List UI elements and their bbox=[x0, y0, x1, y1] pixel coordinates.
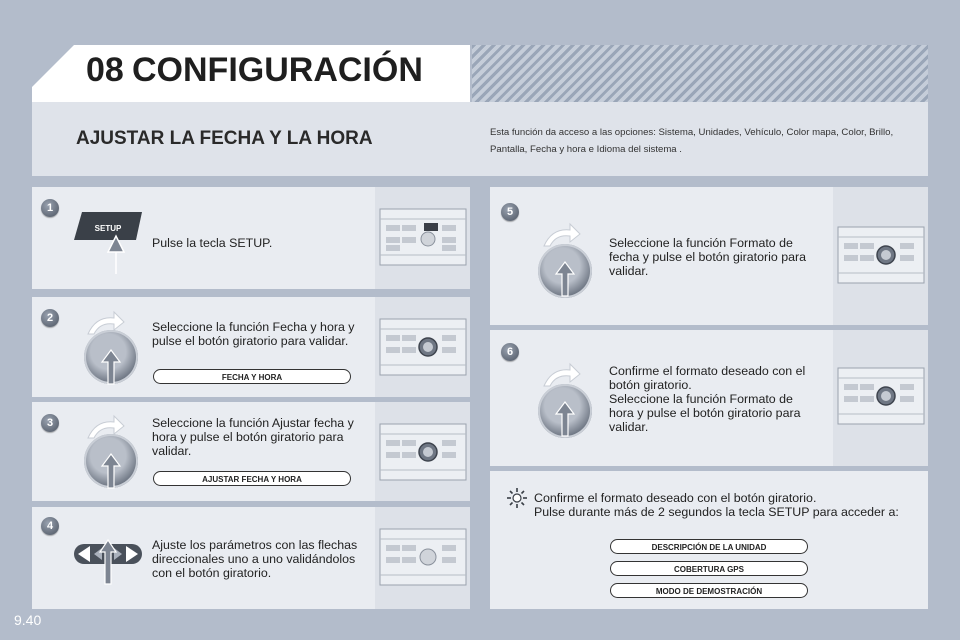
section-intro: Esta función da acceso a las opciones: Sistema, Unidades, Vehículo, Color mapa, Color, Brillo, Pantalla, Fecha y hora e Idioma del sistema . bbox=[490, 127, 894, 155]
step-3-number: 3 bbox=[41, 414, 59, 432]
step-6-text bbox=[609, 364, 819, 434]
chapter-number: 08 bbox=[86, 51, 124, 89]
step-2-text: Seleccione la función Fecha y hora y pulse el botón giratorio para validar. bbox=[152, 320, 355, 348]
option-modo-de-demostracion: MODO DE DEMOSTRACIÓN bbox=[610, 583, 808, 598]
radio-unit-icon bbox=[838, 368, 924, 424]
step-6-text-line-1: Confirme el formato deseado con el botón giratorio. bbox=[609, 364, 806, 392]
direction-arrows-icon bbox=[68, 530, 148, 586]
step-4-text: Ajuste los parámetros con las flechas direccionales uno a uno validándolos con el botón giratorio. bbox=[152, 538, 358, 580]
radio-unit-icon bbox=[380, 209, 466, 265]
step-6-text-line-2: Seleccione la función Formato de hora y pulse el botón giratorio para validar. bbox=[609, 392, 801, 434]
step-5-text: Seleccione la función Formato de fecha y pulse el botón giratorio para validar. bbox=[609, 236, 806, 278]
page-number: 9.40 bbox=[14, 612, 42, 628]
step-6-number: 6 bbox=[501, 343, 519, 361]
option-cobertura-gps: COBERTURA GPS bbox=[610, 561, 808, 576]
radio-unit-icon bbox=[380, 319, 466, 375]
push-arrow-icon bbox=[556, 402, 574, 436]
tip-line-1: Confirme el formato deseado con el botón giratorio. bbox=[534, 491, 817, 505]
menu-item-fecha-y-hora: FECHA Y HORA bbox=[153, 369, 351, 384]
setup-key-icon bbox=[72, 210, 144, 274]
step-1-text: Pulse la tecla SETUP. bbox=[152, 236, 273, 250]
menu-item-ajustar-fecha-y-hora: AJUSTAR FECHA Y HORA bbox=[153, 471, 351, 486]
push-arrow-icon bbox=[102, 350, 120, 384]
step-1-number: 1 bbox=[41, 199, 59, 217]
step-3-radio-image bbox=[375, 402, 470, 501]
step-5-number: 5 bbox=[501, 203, 519, 221]
push-arrow-icon bbox=[556, 262, 574, 296]
header-stripes bbox=[472, 45, 928, 102]
step-1-radio-image bbox=[375, 187, 470, 289]
step-6-radio-image bbox=[833, 330, 928, 466]
bulb-icon bbox=[506, 487, 528, 509]
step-3-text: Seleccione la función Ajustar fecha y hora y pulse el botón giratorio para validar. bbox=[152, 416, 354, 458]
setup-key-label: SETUP bbox=[94, 224, 122, 233]
push-arrow-icon bbox=[102, 454, 120, 488]
tip-text bbox=[534, 491, 924, 519]
radio-unit-icon bbox=[380, 529, 466, 585]
step-2-radio-image bbox=[375, 297, 470, 397]
section-subtitle: AJUSTAR LA FECHA Y LA HORA bbox=[76, 128, 373, 149]
step-4-number: 4 bbox=[41, 517, 59, 535]
radio-unit-icon bbox=[838, 227, 924, 283]
tip-line-2: Pulse durante más de 2 segundos la tecla SETUP para acceder a: bbox=[534, 505, 899, 519]
step-5-radio-image bbox=[833, 187, 928, 325]
step-4-radio-image bbox=[375, 507, 470, 609]
radio-unit-icon bbox=[380, 424, 466, 480]
step-2-number: 2 bbox=[41, 309, 59, 327]
option-descripcion-de-la-unidad: DESCRIPCIÓN DE LA UNIDAD bbox=[610, 539, 808, 554]
page-title: CONFIGURACIÓN bbox=[132, 51, 423, 89]
